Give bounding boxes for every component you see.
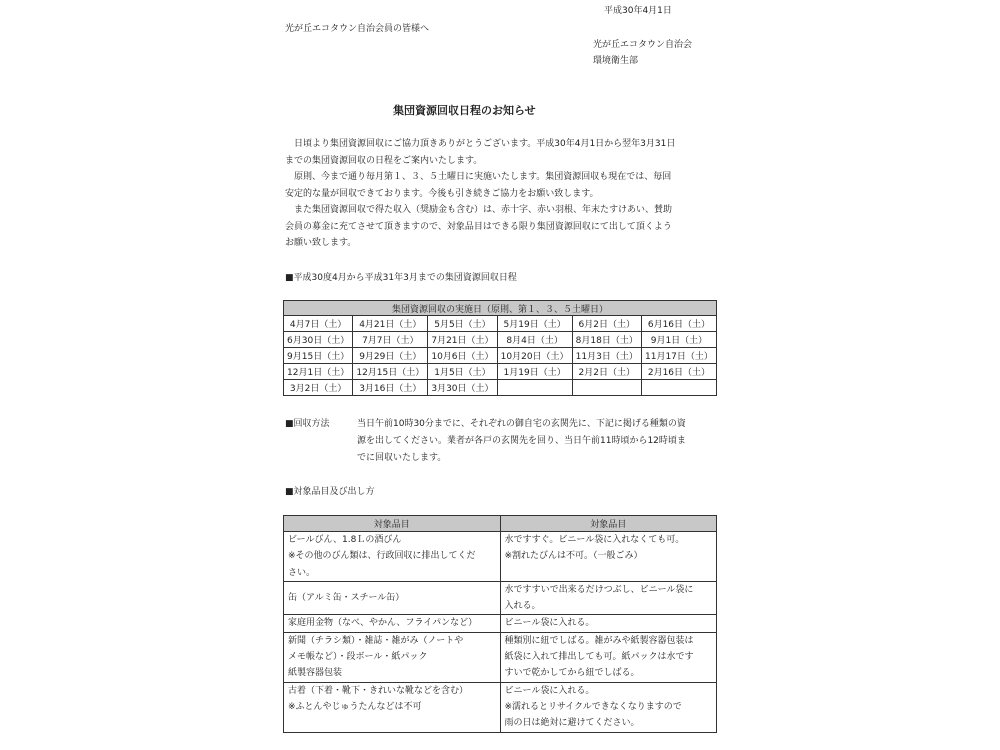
item-method-cell [500, 532, 717, 582]
intro-line: 会員の募金に充てさせて頂きますので、対象品目はできる限り集団資源回収にて出して頂くよう [285, 221, 672, 232]
item-name-line: ビールびん、1.8Ｌの酒びん [288, 535, 402, 545]
items-row [284, 682, 717, 732]
method-line: 当日午前10時30分までに、それぞれの御自宅の玄関先に、下記に掲げる種類の資 [357, 419, 686, 429]
item-method-cell [500, 615, 717, 632]
intro-paragraph [285, 136, 715, 252]
item-method-line: ※割れたびんは不可。（一般ごみ） [504, 551, 643, 562]
item-method-line: ビニール袋に入れる。 [504, 618, 595, 629]
item-name-line: 缶（アルミ缶・スチール缶） [288, 593, 405, 604]
item-method-line: 水ですすぐ。ビニール袋に入れなくても可。 [504, 535, 685, 545]
calendar-date-cell: 9月1日（土） [641, 332, 716, 348]
sender-organization: 光が丘エコタウン自治会 [593, 40, 693, 50]
calendar-date-cell: 7月7日（土） [353, 332, 428, 348]
calendar-date-cell: 12月15日（土） [353, 364, 428, 380]
item-name-line: ※その他のびん類は、行政回収に排出してくだ [288, 551, 476, 562]
intro-line: までの集団資源回収の日程をご案内いたします。 [285, 155, 483, 166]
method-line: 源を出してください。業者が各戸の玄関先を回り、当日午前11時頃から12時頃ま [357, 436, 686, 446]
items-table [283, 515, 717, 733]
item-name-cell [284, 615, 501, 632]
method-text [357, 416, 686, 467]
items-heading: ■対象品目及び出し方 [285, 487, 375, 497]
method-label: ■回収方法 [285, 419, 330, 429]
intro-line: 原則、今まで通り毎月第１、３、５土曜日に実施いたします。集団資源回収も現在では、毎回 [294, 172, 672, 182]
calendar-date-cell: 6月16日（土） [641, 316, 716, 332]
schedule-heading: ■平成30度4月から平成31年3月までの集団資源回収日程 [285, 273, 517, 283]
calendar-date-cell: 8月4日（土） [497, 332, 572, 348]
schedule-calendar-table [283, 300, 717, 396]
items-header-method: 対象品目 [500, 516, 717, 532]
intro-line: また集団資源回収で得た収入（奨励金も含む）は、赤十字、赤い羽根、年末たすけあい、賛助 [294, 205, 673, 215]
sender-department: 環境衛生部 [593, 56, 639, 66]
calendar-date-cell: 6月30日（土） [284, 332, 353, 348]
item-method-cell [500, 682, 717, 732]
calendar-date-cell: 1月19日（土） [497, 364, 572, 380]
calendar-date-cell: 3月30日（土） [428, 380, 497, 396]
calendar-date-cell [641, 380, 716, 396]
item-name-cell [284, 581, 501, 615]
calendar-date-cell: 9月15日（土） [284, 348, 353, 364]
item-method-line: すいで乾かしてから紐でしばる。 [504, 668, 640, 679]
intro-line: お願い致します。 [285, 238, 357, 248]
calendar-date-cell: 12月1日（土） [284, 364, 353, 380]
item-method-line: 種類別に紐でしばる。雑がみや紙製容器包装は [504, 635, 694, 646]
calendar-row [284, 380, 717, 396]
items-row [284, 632, 717, 682]
item-name-line: 家庭用金物（なべ、やかん、フライパンなど） [288, 618, 478, 629]
method-line: でに回収いたします。 [357, 453, 447, 463]
calendar-date-cell [572, 380, 641, 396]
items-row [284, 615, 717, 632]
calendar-date-cell: 4月21日（土） [353, 316, 428, 332]
intro-line: 安定的な量が回収できております。今後も引き続きご協力をお願い致します。 [285, 188, 599, 199]
calendar-row [284, 364, 717, 380]
item-name-line: ※ふとんやじゅうたんなどは不可 [288, 701, 422, 712]
items-header-item: 対象品目 [284, 516, 501, 532]
calendar-date-cell: 6月2日（土） [572, 316, 641, 332]
item-name-cell [284, 532, 501, 582]
calendar-row [284, 348, 717, 364]
item-name-cell [284, 632, 501, 682]
recipient-line: 光が丘エコタウン自治会員の皆様へ [285, 24, 430, 34]
calendar-date-cell: 3月16日（土） [353, 380, 428, 396]
item-name-cell [284, 682, 501, 732]
items-row [284, 581, 717, 615]
calendar-date-cell: 11月3日（土） [572, 348, 641, 364]
item-method-cell [500, 632, 717, 682]
item-method-line: 入れる。 [504, 601, 541, 612]
calendar-row [284, 332, 717, 348]
item-method-line: ビニール袋に入れる。 [504, 685, 595, 696]
calendar-date-cell: 3月2日（土） [284, 380, 353, 396]
item-method-line: 雨の日は絶対に避けてください。 [504, 718, 640, 729]
item-name-line: さい。 [288, 567, 316, 578]
calendar-header: 集団資源回収の実施日（原則、第１、３、５土曜日） [284, 301, 717, 316]
calendar-date-cell: 11月17日（土） [641, 348, 716, 364]
calendar-date-cell: 10月6日（土） [428, 348, 497, 364]
calendar-row [284, 316, 717, 332]
intro-line: 日頃より集団資源回収にご協力頂きありがとうございます。平成30年4月1日から翌年3月31日 [294, 139, 676, 149]
calendar-date-cell: 2月16日（土） [641, 364, 716, 380]
item-method-line: 水ですすいで出来るだけつぶし、ビニール袋に [504, 584, 694, 595]
item-method-line: 紙袋に入れて排出しても可。紙パックは水です [504, 652, 694, 663]
calendar-date-cell: 8月18日（土） [572, 332, 641, 348]
item-name-line: メモ帳など）・段ボール・紙パック [288, 652, 428, 663]
calendar-date-cell: 4月7日（土） [284, 316, 353, 332]
calendar-date-cell: 5月5日（土） [428, 316, 497, 332]
item-method-line: ※濡れるとリサイクルできなくなりますので [504, 701, 682, 712]
document-date: 平成30年4月1日 [604, 6, 672, 16]
item-method-cell [500, 581, 717, 615]
page-title: 集団資源回収日程のお知らせ [393, 104, 536, 117]
item-name-line: 古着（下着・靴下・きれいな靴などを含む） [288, 685, 469, 696]
item-name-line: 紙製容器包装 [288, 668, 343, 679]
calendar-date-cell: 10月20日（土） [497, 348, 572, 364]
calendar-date-cell [497, 380, 572, 396]
calendar-date-cell: 9月29日（土） [353, 348, 428, 364]
calendar-date-cell: 1月5日（土） [428, 364, 497, 380]
item-name-line: 新聞（チラシ類）・雑誌・雑がみ（ノートや [288, 635, 464, 646]
calendar-date-cell: 2月2日（土） [572, 364, 641, 380]
calendar-date-cell: 7月21日（土） [428, 332, 497, 348]
calendar-date-cell: 5月19日（土） [497, 316, 572, 332]
items-row [284, 532, 717, 582]
